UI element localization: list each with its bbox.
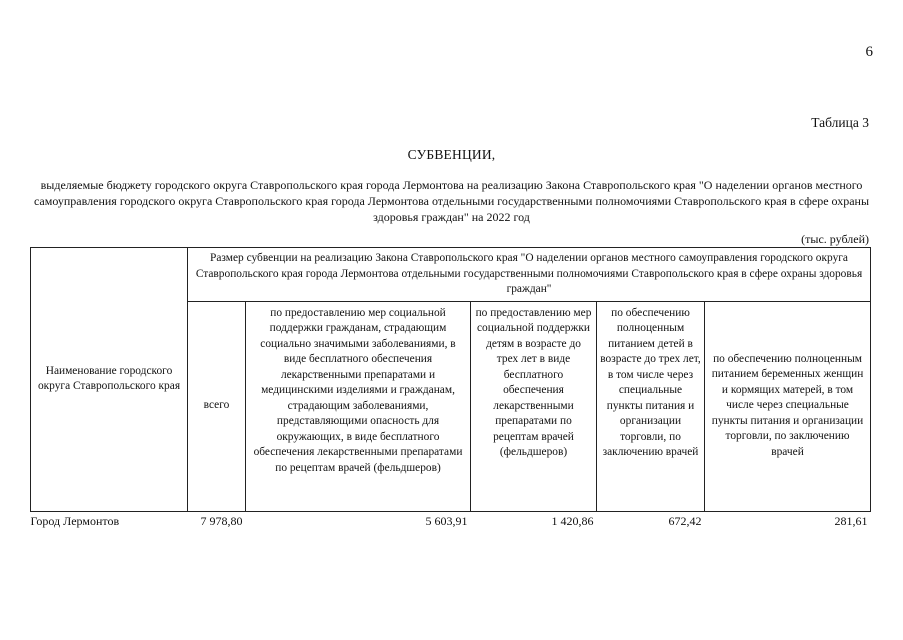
- table-row: [31, 511, 871, 531]
- cell-mothers-nutrition: 281,61: [705, 511, 871, 531]
- units-label: (тыс. рублей): [801, 232, 869, 246]
- subvention-table: [30, 247, 871, 531]
- column-header-subvention-size: Размер субвенции на реализацию Закона Ставропольского края "О наделении органов местного самоуправления городского округа Ставропольского края города Лермонтова отдельными государственными полномочиями Ставропольского края в сфере охраны здоровья граждан": [188, 248, 871, 302]
- column-header-total: всего: [188, 301, 246, 511]
- document-title: СУБВЕНЦИИ,: [407, 147, 496, 162]
- column-header-social-diseases: по предоставлению мер социальной поддержки гражданам, страдающим социально значимыми заболеваниями, в виде бесплатного обеспечения лекарственными препаратами и медицинскими изделиями и гражданам, страдающим заболеваниями, представляющими опасность для окружающих, в виде бесплатного обеспечения лекарственными препаратами по рецептам врачей (фельдшеров): [246, 301, 471, 511]
- document-subtitle: выделяемые бюджету городского округа Ставропольского края города Лермонтова на реализацию Закона Ставропольского края "О наделении органов местного самоуправления городского округа Ставропольского края города Лермонтова отдельными государственными полномочиями Ставропольского края в сфере охраны здоровья граждан" на 2022 год: [33, 178, 870, 224]
- column-header-mothers-nutrition: по обеспечению полноценным питанием беременных женщин и кормящих матерей, в том числе через специальные пункты питания и организации торговли, по заключению врачей: [705, 301, 871, 511]
- table-label: Таблица 3: [811, 115, 869, 130]
- column-header-children-medicine: по предоставлению мер социальной поддержки детям в возрасте до трех лет в виде бесплатного обеспечения лекарственными препаратами по рецептам врачей (фельдшеров): [471, 301, 597, 511]
- column-header-district-name: Наименование городского округа Ставропольского края: [31, 248, 188, 512]
- cell-district-name: Город Лермонтов: [31, 511, 188, 531]
- cell-children-nutrition: 672,42: [597, 511, 705, 531]
- page-number: 6: [865, 44, 873, 60]
- cell-children-medicine: 1 420,86: [471, 511, 597, 531]
- cell-total: 7 978,80: [188, 511, 246, 531]
- column-header-children-nutrition: по обеспечению полноценным питанием детей в возрасте до трех лет, в том числе через специальные пункты питания и организации торговли, по заключению врачей: [597, 301, 705, 511]
- cell-social-diseases: 5 603,91: [246, 511, 471, 531]
